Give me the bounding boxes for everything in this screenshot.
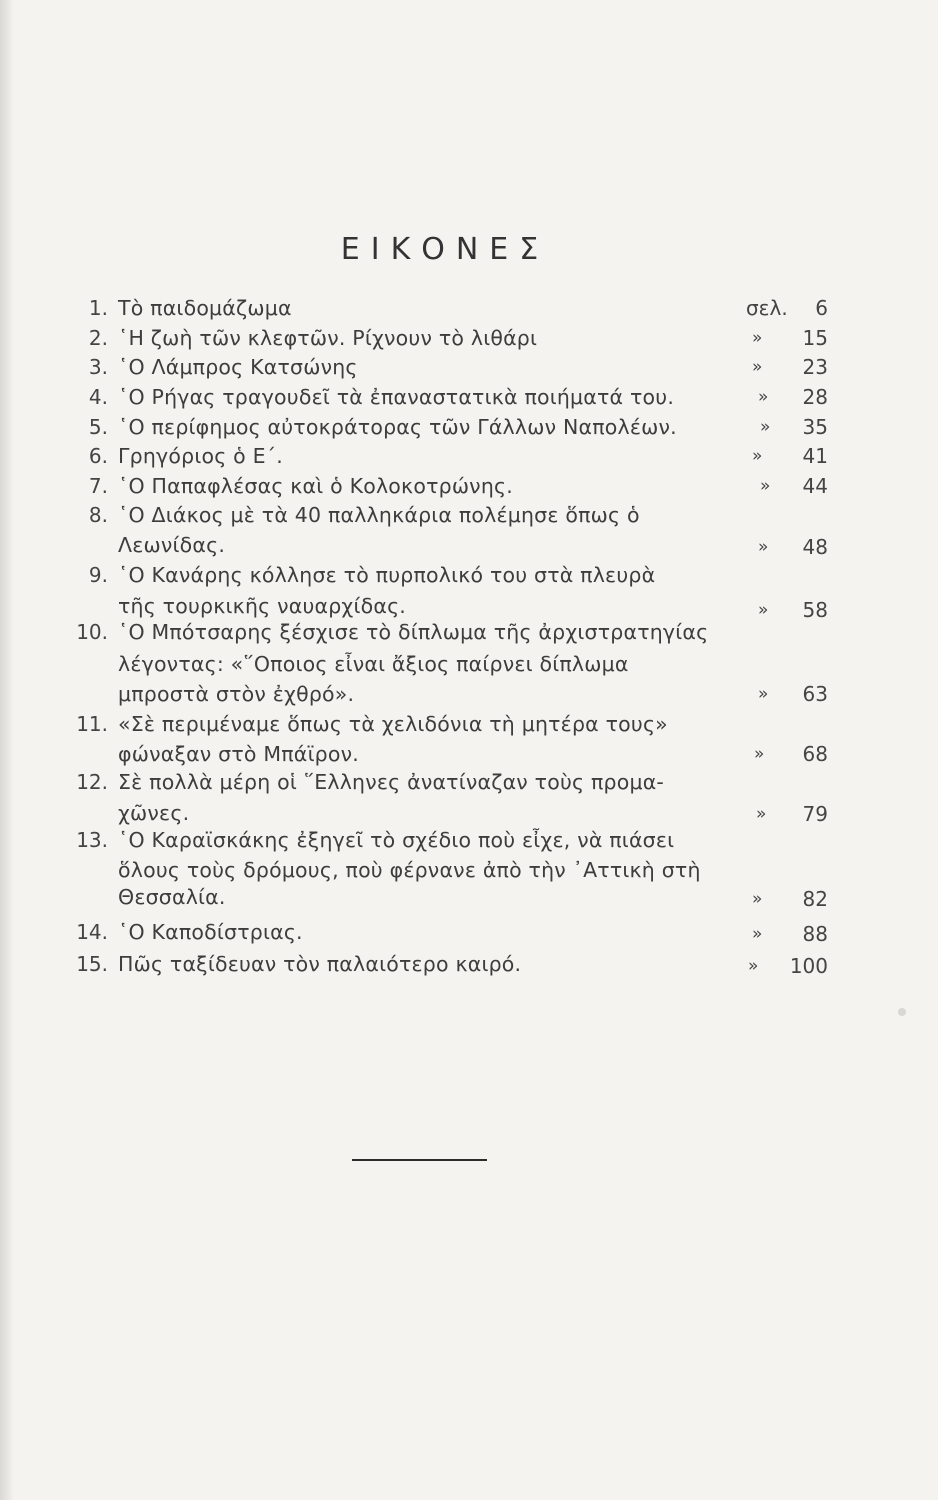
- entry-number: 4.: [88, 385, 108, 409]
- page-number: 15: [802, 326, 828, 350]
- entry-number: 15.: [76, 952, 108, 976]
- entry-number: 11.: [76, 712, 108, 736]
- entry-number: 1.: [88, 296, 108, 320]
- entry-caption-line: ῾Ο Κανάρης κόλλησε τὸ πυρπολικό του στὰ πλευρὰ: [118, 563, 656, 587]
- ditto-mark: »: [752, 357, 763, 377]
- entry-caption-line: λέγοντας: «῞Οποιος εἶναι ἄξιος παίρνει δίπλωμα: [118, 652, 629, 676]
- page-label: σελ.: [746, 296, 788, 320]
- page-number: 48: [802, 535, 828, 559]
- page-number: 58: [802, 598, 828, 622]
- entry-caption-line: ῾Ο Ρήγας τραγουδεῖ τὰ ἐπαναστατικὰ ποιήματά του.: [118, 385, 675, 409]
- ditto-mark: »: [752, 446, 763, 466]
- entry-caption-line: ῾Ο Διάκος μὲ τὰ 40 παλληκάρια πολέμησε ὅπως ὁ: [118, 503, 640, 527]
- page-number: 23: [802, 355, 828, 379]
- entry-number: 14.: [76, 920, 108, 944]
- entry-number: 8.: [88, 503, 108, 527]
- ditto-mark: »: [758, 600, 769, 620]
- page-edge-shadow: [0, 0, 14, 1500]
- page-number: 6: [815, 296, 828, 320]
- ditto-mark: »: [754, 744, 765, 764]
- entry-caption-line: Τὸ παιδομάζωμα: [118, 296, 292, 320]
- page-title: ΕΙΚΟΝΕΣ: [340, 232, 550, 268]
- page-number: 100: [789, 954, 828, 978]
- entry-caption-line: ῾Ο Παπαφλέσας καὶ ὁ Κολοκοτρώνης.: [118, 474, 513, 498]
- entry-caption-line: ὅλους τοὺς δρόμους, ποὺ φέρνανε ἀπὸ τὴν ᾿Αττικὴ στὴ: [118, 858, 701, 882]
- entry-caption-line: Γρηγόριος ὁ Ε΄.: [118, 444, 283, 468]
- entry-caption-line: Πῶς ταξίδευαν τὸν παλαιότερο καιρό.: [118, 952, 522, 976]
- entry-caption-line: Λεωνίδας.: [118, 533, 226, 557]
- entry-number: 9.: [88, 563, 108, 587]
- page-number: 88: [802, 922, 828, 946]
- ditto-mark: »: [748, 956, 759, 976]
- entry-caption-line: Σὲ πολλὰ μέρη οἱ ῞Ελληνες ἀνατίναζαν τοὺς προμα-: [118, 770, 665, 794]
- ditto-mark: »: [752, 924, 763, 944]
- page-number: 82: [802, 887, 828, 911]
- entry-caption-line: χῶνες.: [118, 801, 190, 825]
- ditto-mark: »: [758, 537, 769, 557]
- entry-caption-line: ῾Η ζωὴ τῶν κλεφτῶν. Ρίχνουν τὸ λιθάρι: [118, 326, 538, 350]
- entry-number: 10.: [76, 620, 108, 644]
- entry-caption-line: «Σὲ περιμέναμε ὅπως τὰ χελιδόνια τὴ μητέρα τους»: [118, 712, 668, 736]
- ditto-mark: »: [760, 476, 771, 496]
- page-number: 44: [802, 474, 828, 498]
- page-number: 28: [802, 385, 828, 409]
- entry-number: 7.: [88, 474, 108, 498]
- entry-caption-line: μπροστὰ στὸν ἐχθρό».: [118, 682, 355, 706]
- entry-caption-line: φώναξαν στὸ Μπάϊρον.: [118, 742, 359, 766]
- page-number: 63: [802, 682, 828, 706]
- ditto-mark: »: [756, 804, 767, 824]
- entry-number: 12.: [76, 770, 108, 794]
- page-number: 41: [802, 444, 828, 468]
- divider-rule: [352, 1159, 487, 1161]
- entry-caption-line: ῾Ο Καποδίστριας.: [118, 920, 303, 944]
- entry-caption-line: ῾Ο περίφημος αὐτοκράτορας τῶν Γάλλων Ναπολέων.: [118, 415, 677, 439]
- entry-number: 13.: [76, 828, 108, 852]
- ditto-mark: »: [758, 684, 769, 704]
- page-number: 79: [802, 802, 828, 826]
- ditto-mark: »: [752, 889, 763, 909]
- entry-number: 3.: [88, 355, 108, 379]
- paper-speck: [898, 1008, 906, 1016]
- page-number: 35: [802, 415, 828, 439]
- ditto-mark: »: [758, 387, 769, 407]
- ditto-mark: »: [752, 328, 763, 348]
- entry-caption-line: ῾Ο Μπότσαρης ξέσχισε τὸ δίπλωμα τῆς ἀρχιστρατηγίας: [118, 620, 709, 644]
- entry-caption-line: Θεσσαλία.: [118, 885, 226, 909]
- entry-caption-line: ῾Ο Λάμπρος Κατσώνης: [118, 355, 358, 379]
- page-number: 68: [802, 742, 828, 766]
- entry-number: 2.: [88, 326, 108, 350]
- entry-number: 5.: [88, 415, 108, 439]
- entry-caption-line: τῆς τουρκικῆς ναυαρχίδας.: [118, 594, 407, 618]
- ditto-mark: »: [760, 417, 771, 437]
- entry-number: 6.: [88, 444, 108, 468]
- entry-caption-line: ῾Ο Καραϊσκάκης ἐξηγεῖ τὸ σχέδιο ποὺ εἶχε, νὰ πιάσει: [118, 828, 675, 852]
